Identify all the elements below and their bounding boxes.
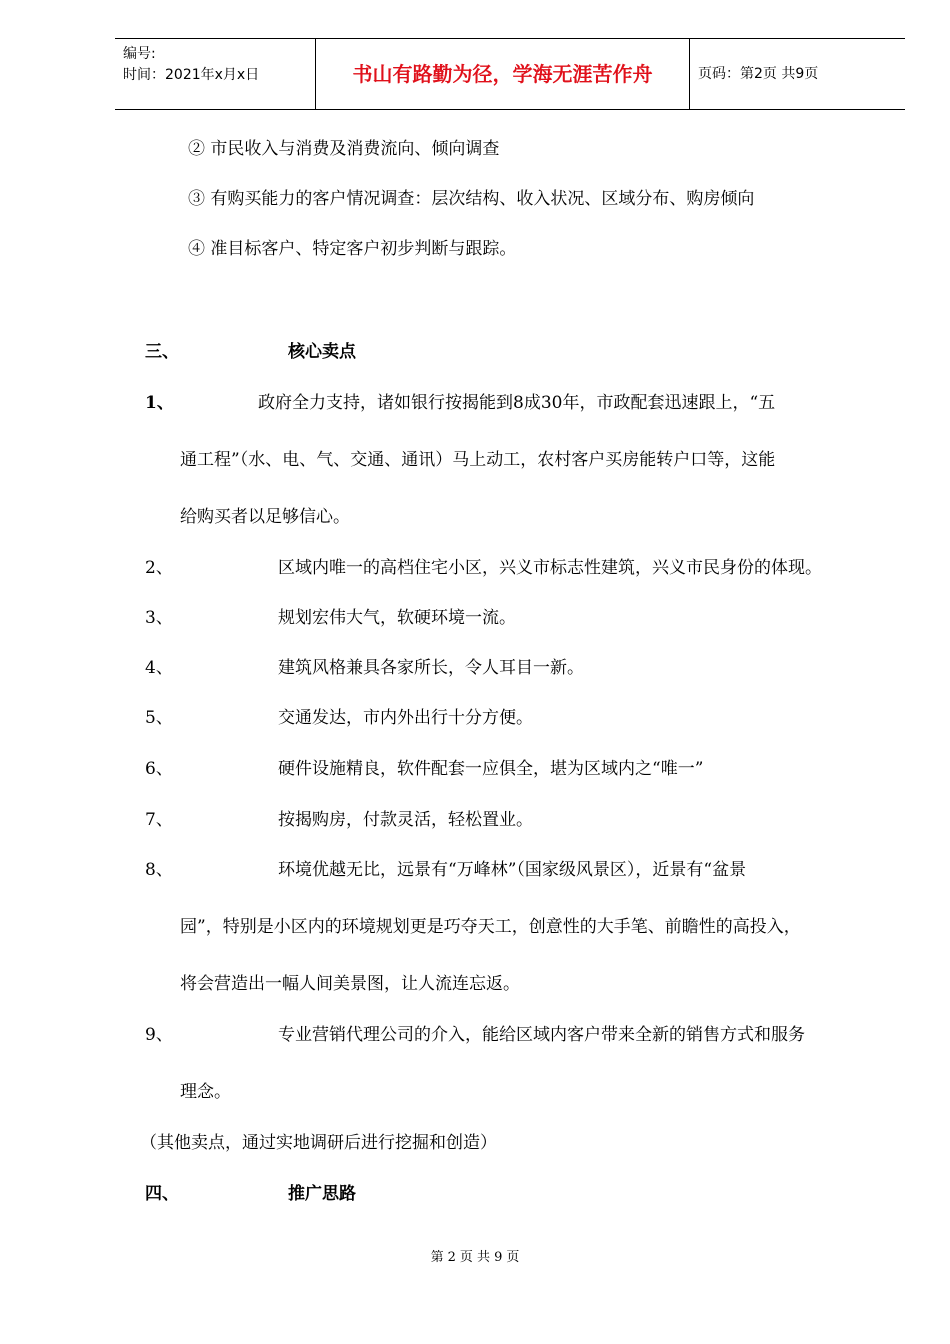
footer-total-pages: 9 — [494, 1250, 503, 1265]
header-motto: 书山有路勤为径，学海无涯苦作舟 — [316, 39, 690, 109]
section-title: 核心卖点 — [288, 342, 356, 362]
section-title: 推广思路 — [288, 1184, 356, 1204]
footer-text: 第 — [430, 1250, 444, 1265]
point-text: 政府全力支持，诸如银行按揭能到8成30年，市政配套迅速跟上，“五 — [258, 393, 776, 413]
point-number: 3、 — [145, 608, 173, 628]
point-number: 7、 — [145, 810, 173, 830]
point-text: 交通发达，市内外出行十分方便。 — [278, 708, 533, 728]
point-text: 环境优越无比，远景有“万峰林”（国家级风景区），近景有“盆景 — [278, 860, 747, 880]
section-number: 四、 — [145, 1184, 179, 1204]
survey-item: ② 市民收入与消费及消费流向、倾向调查 — [188, 139, 500, 159]
point-number: 1、 — [145, 393, 174, 413]
point-text: 按揭购房，付款灵活，轻松置业。 — [278, 810, 533, 830]
point-text: 给购买者以足够信心。 — [180, 507, 350, 527]
other-note: （其他卖点，通过实地调研后进行挖掘和创造） — [140, 1133, 497, 1153]
survey-item: ③ 有购买能力的客户情况调查：层次结构、收入状况、区域分布、购房倾向 — [188, 189, 755, 209]
header-meta-cell — [115, 39, 316, 109]
number-label: 编号: — [123, 46, 156, 62]
point-number: 5、 — [145, 708, 173, 728]
point-number: 4、 — [145, 658, 173, 678]
point-text: 将会营造出一幅人间美景图，让人流连忘返。 — [180, 974, 520, 994]
point-text: 规划宏伟大气，软硬环境一流。 — [278, 608, 516, 628]
footer-text: 页 — [506, 1250, 520, 1265]
header-page-label: 页码：第2页 共9页 — [698, 66, 819, 82]
point-text: 硬件设施精良，软件配套一应俱全，堪为区域内之“唯一” — [278, 759, 704, 779]
point-number: 9、 — [145, 1025, 173, 1045]
point-text: 园”，特别是小区内的环境规划更是巧夺天工，创意性的大手笔、前瞻性的高投入， — [180, 917, 801, 937]
footer-text: 页 共 — [459, 1250, 491, 1265]
point-number: 2、 — [145, 558, 173, 578]
page-footer — [0, 1246, 950, 1265]
page-header — [115, 38, 905, 110]
point-text: 通工程”（水、电、气、交通、通讯）马上动工，农村客户买房能转户口等，这能 — [180, 450, 776, 470]
point-number: 8、 — [145, 860, 173, 880]
point-text: 区域内唯一的高档住宅小区，兴义市标志性建筑，兴义市民身份的体现。 — [278, 558, 822, 578]
point-text: 理念。 — [180, 1082, 231, 1102]
point-number: 6、 — [145, 759, 173, 779]
survey-item: ④ 准目标客户、特定客户初步判断与跟踪。 — [188, 239, 517, 259]
point-text: 建筑风格兼具各家所长，令人耳目一新。 — [278, 658, 584, 678]
footer-page-number: 2 — [447, 1250, 456, 1265]
time-label: 时间：2021年x月x日 — [123, 67, 260, 83]
section-number: 三、 — [145, 342, 179, 362]
point-text: 专业营销代理公司的介入，能给区域内客户带来全新的销售方式和服务 — [278, 1025, 805, 1045]
